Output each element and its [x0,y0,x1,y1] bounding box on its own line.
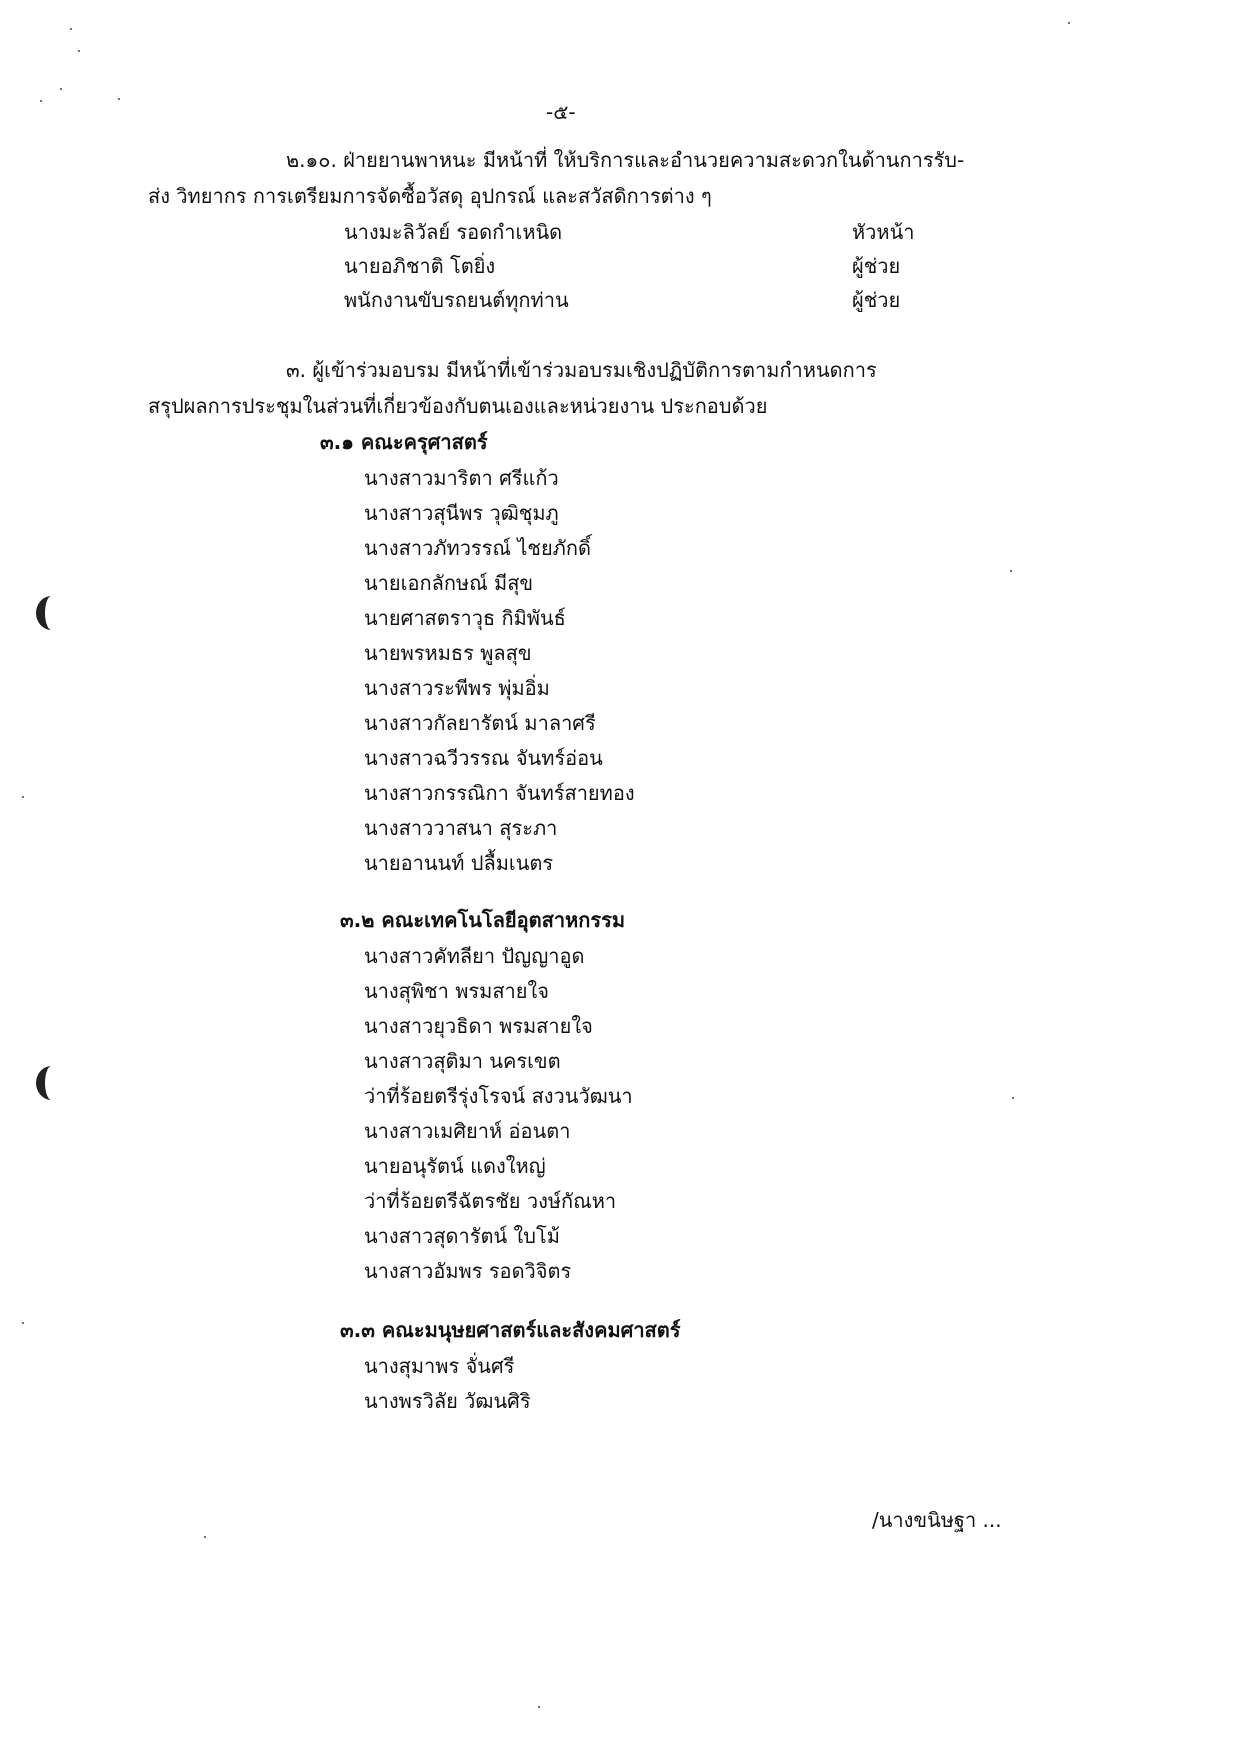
participant-name: นางสาวยุวธิดา พรมสายใจ [364,1014,593,1038]
section-2-10-continuation: ส่ง วิทยากร การเตรียมการจัดซื้อวัสดุ อุปกรณ์ และสวัสดิการต่าง ๆ [148,184,712,208]
member-name: นายอภิชาติ โตยิ่ง [344,254,496,278]
scan-speck [70,28,72,30]
participant-name: ว่าที่ร้อยตรีฉัตรชัย วงษ์กัณหา [364,1189,617,1213]
participant-name: นางสาวกรรณิกา จันทร์สายทอง [364,781,635,805]
participant-name: นางสาวมาริตา ศรีแก้ว [364,466,559,490]
group-title-education: ๓.๑ คณะครุศาสตร์ [320,430,488,454]
participant-name: นางสาวคัทลียา ปัญญาอูด [364,944,585,968]
participant-name: นางสาวสุดารัตน์ ใบโม้ [364,1224,560,1248]
participant-name: นางสุมาพร จั่นศรี [364,1354,515,1378]
scan-speck [1068,22,1070,24]
member-role: หัวหน้า [852,220,915,244]
participant-name: นายเอกลักษณ์ มีสุข [364,571,534,595]
participant-name: นางสาวสุนีพร วุฒิชุมภู [364,501,559,525]
participant-name: นายอนุรัตน์ แดงใหญ่ [364,1154,546,1178]
scan-speck [22,1322,24,1324]
punch-hole-mark [36,596,67,630]
participant-name: นายพรหมธร พูลสุข [364,641,532,665]
scan-speck [204,1536,206,1538]
section-3-continuation: สรุปผลการประชุมในส่วนที่เกี่ยวข้องกับตนเองและหน่วยงาน ประกอบด้วย [148,394,768,418]
member-name: พนักงานขับรถยนต์ทุกท่าน [344,288,569,312]
punch-hole-mark [36,1066,67,1100]
participant-name: นางสาวฉวีวรรณ จันทร์อ่อน [364,746,603,770]
group-title-industrial-technology: ๓.๒ คณะเทคโนโลยีอุตสาหกรรม [340,908,626,932]
participant-name: นายอานนท์ ปลื้มเนตร [364,851,554,875]
participant-name: นางสุพิชา พรมสายใจ [364,979,549,1003]
scan-speck [1012,1097,1014,1099]
scan-speck [60,88,62,90]
section-2-10-heading: ๒.๑๐. ฝ่ายยานพาหนะ มีหน้าที่ ให้บริการและอำนวยความสะดวกในด้านการรับ- [286,148,965,172]
scan-speck [78,50,80,52]
scan-speck [538,1706,540,1708]
scan-speck [22,796,24,798]
participant-name: นางสาวสุติมา นครเขต [364,1049,561,1073]
member-role: ผู้ช่วย [852,288,901,312]
member-name: นางมะลิวัลย์ รอดกำเหนิด [344,220,563,244]
participant-name: นางสาวเมศิยาห์ อ่อนตา [364,1119,571,1143]
scan-speck [1010,570,1012,572]
page-number: -๕- [546,100,576,124]
participant-name: นายศาสตราวุธ กิมิพันธ์ [364,606,566,630]
participant-name: นางสาวระพีพร พุ่มอิ่ม [364,676,550,700]
member-role: ผู้ช่วย [852,254,901,278]
participant-name: นางสาวอัมพร รอดวิจิตร [364,1259,572,1283]
participant-name: นางสาวกัลยารัตน์ มาลาศรี [364,711,596,735]
participant-name: นางพรวิลัย วัฒนศิริ [364,1389,531,1413]
group-title-humanities: ๓.๓ คณะมนุษยศาสตร์และสังคมศาสตร์ [340,1318,681,1342]
scan-speck [40,100,42,102]
section-3-heading: ๓. ผู้เข้าร่วมอบรม มีหน้าที่เข้าร่วมอบรมเชิงปฏิบัติการตามกำหนดการ [286,358,877,382]
scan-speck [118,98,120,100]
participant-name: นางสาววาสนา สุระภา [364,816,558,840]
participant-name: ว่าที่ร้อยตรีรุ่งโรจน์ สงวนวัฒนา [364,1084,633,1108]
continuation-marker: /นางขนิษฐา ... [872,1508,1002,1532]
participant-name: นางสาวภัทวรรณ์ ไชยภักดิ์ [364,536,591,560]
